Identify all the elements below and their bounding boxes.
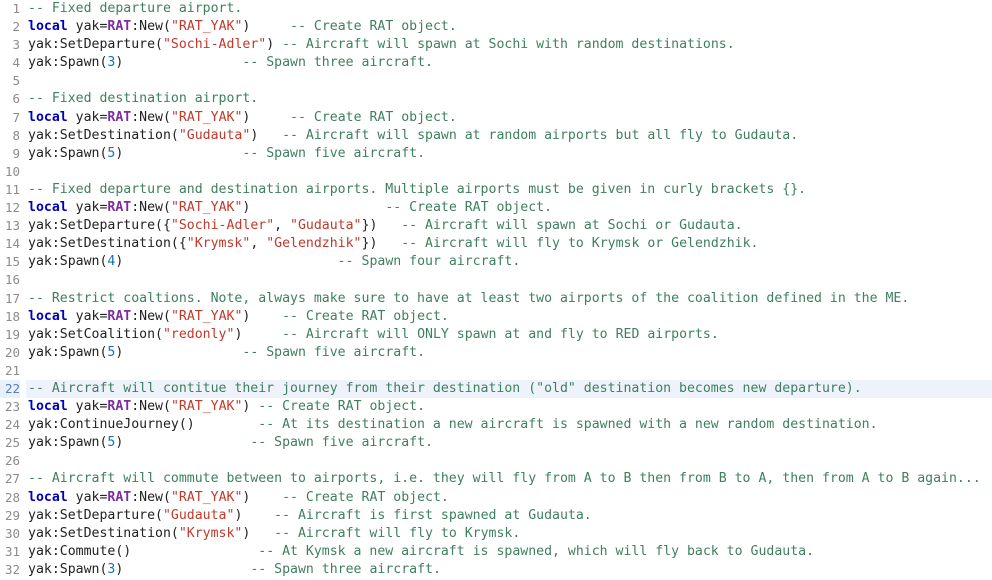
code-line[interactable] (26, 380, 992, 398)
code-token: , (250, 236, 267, 252)
code-token: }) (361, 218, 378, 234)
code-token: local (28, 200, 68, 216)
code-token: -- Create RAT object. (250, 399, 426, 415)
code-token: ) (234, 326, 243, 342)
code-token: -- Restrict coaltions. Note, always make sure to have at least two airports of the coalition defined in the ME. (28, 290, 910, 306)
code-token: yak:Spawn( (28, 254, 108, 270)
code-token: "Gudauta" (162, 507, 235, 523)
code-token: "RAT_YAK" (170, 489, 243, 505)
code-token: :New( (131, 399, 171, 415)
code-token: ) (266, 37, 275, 53)
code-line[interactable] (26, 525, 992, 543)
code-token: yak:Spawn( (28, 435, 108, 451)
line-number: 6 (12, 91, 20, 107)
code-token: ) (242, 399, 251, 415)
code-token: "RAT_YAK" (170, 399, 243, 415)
line-number: 4 (12, 55, 20, 71)
code-token: "Krymsk" (178, 525, 243, 541)
code-token: ) (250, 127, 259, 143)
code-line[interactable] (26, 398, 992, 416)
code-line[interactable] (26, 127, 992, 145)
code-line[interactable] (26, 543, 992, 561)
code-token: :New( (131, 19, 171, 35)
code-token: 5 (107, 435, 116, 451)
code-line[interactable] (26, 308, 992, 326)
code-token: yak:ContinueJourney() (28, 417, 195, 433)
line-number: 7 (12, 109, 20, 125)
code-token: :New( (131, 200, 171, 216)
code-token: -- Fixed departure airport. (28, 1, 243, 16)
code-token: ) (115, 561, 124, 577)
code-token: "Sochi-Adler" (170, 218, 275, 234)
code-token: yak:SetCoalition( (28, 326, 163, 342)
code-token: "Gudauta" (290, 218, 362, 234)
code-line[interactable] (26, 199, 992, 217)
code-token: ) (115, 254, 124, 270)
code-token: -- Spawn three aircraft. (123, 561, 441, 577)
line-number: 22 (0, 380, 20, 398)
code-token: -- Create RAT object. (250, 109, 457, 125)
code-token: ) (115, 145, 124, 161)
line-number: 9 (12, 145, 20, 161)
code-line[interactable] (26, 72, 992, 90)
line-number: 13 (4, 218, 20, 234)
code-line[interactable] (26, 362, 992, 380)
line-number: 15 (4, 254, 20, 270)
code-token: -- Create RAT object. (250, 308, 449, 324)
line-number: 25 (4, 435, 20, 451)
code-token: ) (242, 200, 251, 216)
line-number: 10 (4, 163, 20, 179)
code-token: ) (234, 507, 243, 523)
line-number: 12 (4, 200, 20, 216)
code-token: "RAT_YAK" (170, 109, 243, 125)
code-token: yak:Commute() (28, 543, 132, 559)
line-number: 27 (4, 471, 20, 487)
code-token: -- Aircraft will fly to Krymsk or Gelendzhik. (377, 236, 759, 252)
code-token: -- Aircraft will commute between to airports, i.e. they will fly from A to B then from B to A, then from A to B again... (28, 471, 981, 487)
code-token: -- Aircraft will ONLY spawn at and fly to RED airports. (242, 326, 719, 342)
line-number: 29 (4, 507, 20, 523)
line-number: 21 (4, 362, 20, 378)
code-token: :New( (131, 489, 171, 505)
line-number: 11 (4, 181, 20, 197)
code-line[interactable] (26, 271, 992, 289)
line-number: 30 (4, 525, 20, 541)
code-token: yak:SetDeparture( (28, 37, 163, 53)
code-token: yak:SetDestination( (28, 127, 179, 143)
code-line[interactable] (26, 326, 992, 344)
code-token: -- Aircraft will spawn at Sochi with random destinations. (274, 37, 735, 53)
line-number: 18 (4, 308, 20, 324)
code-token: :New( (131, 308, 171, 324)
code-line[interactable] (26, 235, 992, 253)
code-token: 5 (107, 344, 116, 360)
code-token: -- At Kymsk a new aircraft is spawned, which will fly back to Gudauta. (131, 543, 815, 559)
code-token: "Gudauta" (178, 127, 251, 143)
code-token: -- At its destination a new aircraft is spawned with a new random destination. (194, 417, 878, 433)
code-token: -- Create RAT object. (250, 19, 457, 35)
code-token: RAT (107, 109, 132, 125)
code-token: local (28, 19, 68, 35)
code-token: yak= (67, 109, 108, 125)
line-number: 28 (4, 489, 20, 505)
line-number: 3 (12, 37, 20, 53)
code-line[interactable] (26, 253, 992, 271)
code-line[interactable] (26, 489, 992, 507)
code-token: RAT (107, 200, 132, 216)
code-token: "RAT_YAK" (170, 308, 243, 324)
code-token: "RAT_YAK" (170, 19, 243, 35)
code-token: -- Spawn five aircraft. (123, 145, 426, 161)
code-token: , (274, 218, 291, 234)
code-token: :New( (131, 109, 171, 125)
code-token: -- Spawn four aircraft. (123, 254, 521, 270)
code-line[interactable] (26, 344, 992, 362)
code-token: yak= (67, 200, 108, 216)
code-token: -- Aircraft will spawn at random airports but all fly to Gudauta. (258, 127, 799, 143)
code-line[interactable] (26, 181, 992, 199)
code-token: 3 (107, 55, 116, 71)
code-token: yak:Spawn( (28, 145, 108, 161)
line-number: 19 (4, 326, 20, 342)
code-token: RAT (107, 399, 132, 415)
code-token: ) (242, 109, 251, 125)
line-number-gutter (0, 0, 26, 580)
code-token: ) (115, 344, 124, 360)
code-line[interactable] (26, 452, 992, 470)
code-token: }) (361, 236, 378, 252)
code-token: yak= (67, 399, 108, 415)
code-token: "Sochi-Adler" (162, 37, 267, 53)
code-token: local (28, 399, 68, 415)
line-number: 2 (12, 19, 20, 35)
code-line[interactable] (26, 290, 992, 308)
code-token: ) (242, 308, 251, 324)
code-line[interactable] (26, 434, 992, 452)
code-token: -- Aircraft will fly to Krymsk. (250, 525, 521, 541)
code-line[interactable] (26, 416, 992, 434)
code-token: "RAT_YAK" (170, 200, 243, 216)
code-token: ) (115, 55, 124, 71)
line-number: 24 (4, 417, 20, 433)
code-token: -- Fixed departure and destination airports. Multiple airports must be given in curly brackets {}. (28, 181, 807, 197)
code-token: "redonly" (162, 326, 235, 342)
code-token: ) (242, 489, 251, 505)
code-token: 3 (107, 561, 116, 577)
code-line[interactable] (26, 54, 992, 72)
code-token: -- Aircraft will contitue their journey from their destination ("old" destination becomes new departure). (28, 380, 862, 396)
code-token: yak= (67, 308, 108, 324)
code-line[interactable] (26, 217, 992, 235)
code-line[interactable] (26, 18, 992, 36)
code-token: -- Fixed destination airport. (28, 91, 259, 107)
code-token: -- Create RAT object. (250, 489, 449, 505)
code-token: yak:SetDestination( (28, 525, 179, 541)
code-line[interactable] (26, 90, 992, 108)
line-number: 20 (4, 344, 20, 360)
code-token: RAT (107, 489, 132, 505)
code-token: yak:Spawn( (28, 55, 108, 71)
code-line[interactable] (26, 0, 992, 18)
line-number: 14 (4, 236, 20, 252)
line-number: 23 (4, 399, 20, 415)
code-line[interactable] (26, 36, 992, 54)
code-token: 4 (107, 254, 116, 270)
line-number: 16 (4, 272, 20, 288)
code-line[interactable] (26, 470, 992, 488)
code-line[interactable] (26, 109, 992, 127)
code-token: ) (242, 525, 251, 541)
line-number: 1 (12, 1, 20, 16)
code-line[interactable] (26, 163, 992, 181)
code-token: "Krymsk" (186, 236, 251, 252)
code-token: RAT (107, 19, 132, 35)
line-number: 5 (12, 73, 20, 89)
code-token: -- Create RAT object. (250, 200, 553, 216)
code-token: yak= (67, 489, 108, 505)
code-token: "Gelendzhik" (266, 236, 362, 252)
code-token: -- Aircraft is first spawned at Gudauta. (242, 507, 592, 523)
code-token: -- Aircraft will spawn at Sochi or Gudauta. (377, 218, 743, 234)
line-number: 31 (4, 543, 20, 559)
code-line[interactable] (26, 507, 992, 525)
code-token: local (28, 109, 68, 125)
code-token: -- Spawn three aircraft. (123, 55, 433, 71)
code-token: -- Spawn five aircraft. (123, 344, 426, 360)
code-token: 5 (107, 145, 116, 161)
line-number: 26 (4, 453, 20, 469)
code-token: yak:Spawn( (28, 561, 108, 577)
line-number: 32 (4, 561, 20, 577)
code-token: yak:SetDeparture( (28, 507, 163, 523)
code-content[interactable] (26, 0, 992, 580)
line-number: 8 (12, 127, 20, 143)
code-line[interactable] (26, 145, 992, 163)
code-line[interactable] (26, 561, 992, 579)
code-token: ) (242, 19, 251, 35)
code-token: RAT (107, 308, 132, 324)
code-token: -- Spawn five aircraft. (123, 435, 433, 451)
code-token: yak:SetDeparture({ (28, 218, 171, 234)
code-token: local (28, 489, 68, 505)
code-token: ) (115, 435, 124, 451)
line-number: 17 (4, 290, 20, 306)
code-token: yak:Spawn( (28, 344, 108, 360)
code-token: yak= (67, 19, 108, 35)
code-token: local (28, 308, 68, 324)
code-token: yak:SetDestination({ (28, 236, 187, 252)
